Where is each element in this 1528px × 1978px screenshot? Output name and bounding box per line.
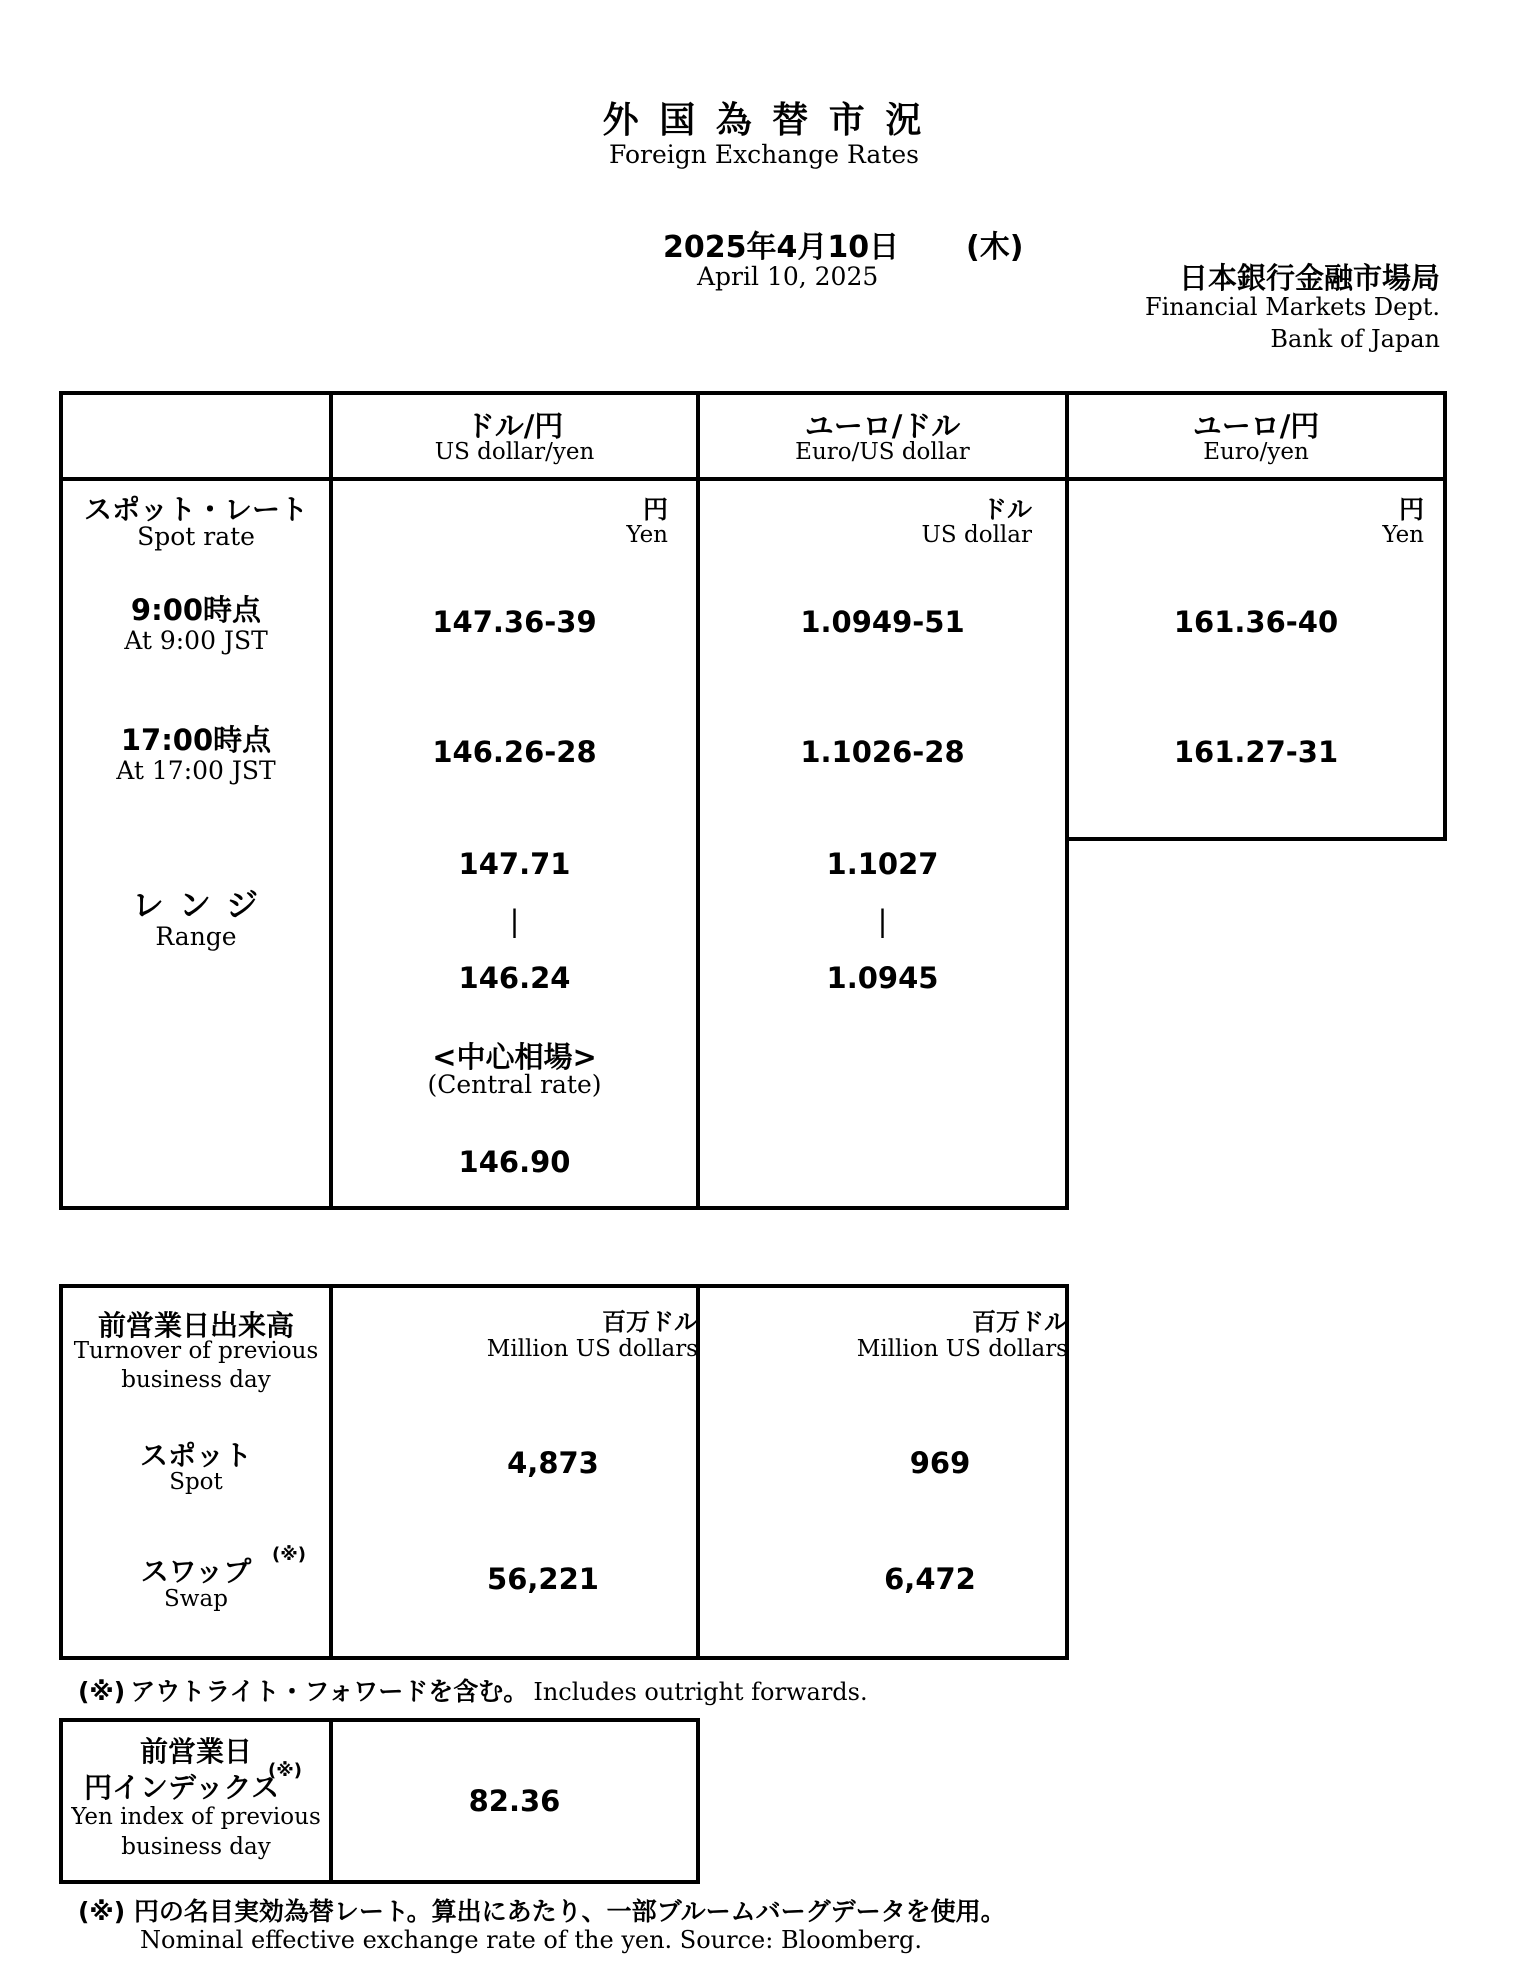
turnover-label-en-1: Turnover of previous bbox=[73, 1338, 319, 1364]
footnote-text-jp: アウトライト・フォワードを含む。 bbox=[130, 1677, 529, 1706]
range-low-usd-jpy: 146.24 bbox=[458, 961, 571, 995]
yen-index-label-en-2: business day bbox=[121, 1834, 271, 1860]
row-label-spot-rate: スポット・レート bbox=[83, 493, 308, 526]
unit-eur-usd: ドル bbox=[981, 495, 1032, 524]
footnote2-text-jp: 円の名目実効為替レート。算出にあたり、一部ブルームバーグデータを使用。 bbox=[133, 1897, 1006, 1926]
turnover-unit-1: 百万ドル bbox=[602, 1308, 698, 1336]
value-900-usd-jpy: 147.36-39 bbox=[432, 605, 597, 639]
value-1700-eur-usd: 1.1026-28 bbox=[800, 735, 965, 769]
unit-eur-jpy-en: Yen bbox=[1382, 522, 1424, 548]
col-header-usd-jpy: ドル/円 bbox=[465, 409, 564, 443]
row-label-900: 9:00時点 bbox=[130, 593, 262, 627]
footnote-mark: (※) bbox=[78, 1677, 126, 1706]
unit-eur-jpy: 円 bbox=[1398, 495, 1424, 524]
page-title: 外 国 為 替 市 況 bbox=[602, 100, 926, 141]
range-separator-eur-usd: | bbox=[877, 904, 888, 938]
footnote-text-en: Includes outright forwards. bbox=[533, 1678, 868, 1706]
col-header-eur-jpy-en: Euro/yen bbox=[1203, 439, 1309, 465]
range-high-eur-usd: 1.1027 bbox=[826, 847, 939, 881]
footnote-outright bbox=[78, 1672, 868, 1708]
turnover-unit-1-en: Million US dollars bbox=[486, 1336, 698, 1362]
value-900-eur-usd: 1.0949-51 bbox=[800, 605, 965, 639]
unit-usd-jpy: 円 bbox=[642, 495, 668, 524]
turnover-label: 前営業日出来高 bbox=[97, 1309, 294, 1342]
row-label-range-en: Range bbox=[155, 922, 237, 951]
report-weekday: (木) bbox=[966, 230, 1024, 265]
col-header-eur-usd-en: Euro/US dollar bbox=[795, 439, 970, 465]
central-rate-value: 146.90 bbox=[458, 1145, 571, 1179]
turnover-swap-usd-jpy: 56,221 bbox=[487, 1562, 599, 1596]
value-1700-eur-jpy: 161.27-31 bbox=[1173, 735, 1339, 769]
row-label-spot-rate-en: Spot rate bbox=[137, 522, 255, 551]
col-header-usd-jpy-en: US dollar/yen bbox=[434, 439, 595, 465]
turnover-unit-2-en: Million US dollars bbox=[856, 1336, 1068, 1362]
unit-eur-usd-en: US dollar bbox=[921, 522, 1032, 548]
report-date: 2025年4月10日 bbox=[663, 230, 900, 265]
page-subtitle: Foreign Exchange Rates bbox=[609, 140, 919, 169]
central-rate-label: <中心相場> bbox=[432, 1040, 597, 1074]
yen-index-note-mark: (※) bbox=[268, 1760, 302, 1781]
row-label-range: レ ン ジ bbox=[131, 886, 261, 924]
turnover-row-spot-en: Spot bbox=[169, 1469, 223, 1495]
turnover-unit-2: 百万ドル bbox=[972, 1308, 1068, 1336]
turnover-row-spot: スポット bbox=[139, 1439, 252, 1472]
central-rate-label-en: (Central rate) bbox=[427, 1070, 602, 1099]
row-label-900-en: At 9:00 JST bbox=[124, 626, 268, 655]
range-separator-usd-jpy: | bbox=[509, 904, 520, 938]
col-header-eur-usd: ユーロ/ドル bbox=[804, 409, 961, 443]
swap-note-mark: (※) bbox=[272, 1544, 306, 1565]
bank-name: Bank of Japan bbox=[1270, 325, 1440, 353]
col-header-eur-jpy: ユーロ/円 bbox=[1192, 409, 1320, 443]
range-high-usd-jpy: 147.71 bbox=[458, 847, 571, 881]
range-low-eur-usd: 1.0945 bbox=[826, 961, 939, 995]
report-date-en: April 10, 2025 bbox=[697, 262, 879, 291]
department-name: 日本銀行金融市場局 bbox=[1178, 261, 1440, 295]
footnote2-mark: (※) bbox=[78, 1897, 126, 1926]
turnover-label-en-2: business day bbox=[121, 1367, 271, 1393]
footnote2-text-en: Nominal effective exchange rate of the yen. Source: Bloomberg. bbox=[140, 1926, 922, 1954]
turnover-row-swap: スワップ bbox=[140, 1555, 252, 1588]
yen-index-label-1: 前営業日 bbox=[139, 1735, 252, 1768]
department-name-en: Financial Markets Dept. bbox=[1144, 293, 1440, 321]
yen-index-value: 82.36 bbox=[468, 1784, 561, 1818]
unit-usd-jpy-en: Yen bbox=[626, 522, 668, 548]
row-label-1700-en: At 17:00 JST bbox=[116, 756, 276, 785]
row-label-1700: 17:00時点 bbox=[120, 723, 272, 757]
footnote-yen-index bbox=[78, 1892, 1006, 1928]
turnover-spot-eur-usd: 969 bbox=[909, 1446, 971, 1480]
turnover-row-swap-en: Swap bbox=[164, 1586, 228, 1612]
turnover-spot-usd-jpy: 4,873 bbox=[507, 1446, 599, 1480]
turnover-swap-eur-usd: 6,472 bbox=[884, 1562, 976, 1596]
value-1700-usd-jpy: 146.26-28 bbox=[432, 735, 597, 769]
yen-index-label-en-1: Yen index of previous bbox=[71, 1804, 321, 1830]
yen-index-label-2: 円インデックス bbox=[84, 1771, 280, 1804]
value-900-eur-jpy: 161.36-40 bbox=[1173, 605, 1339, 639]
